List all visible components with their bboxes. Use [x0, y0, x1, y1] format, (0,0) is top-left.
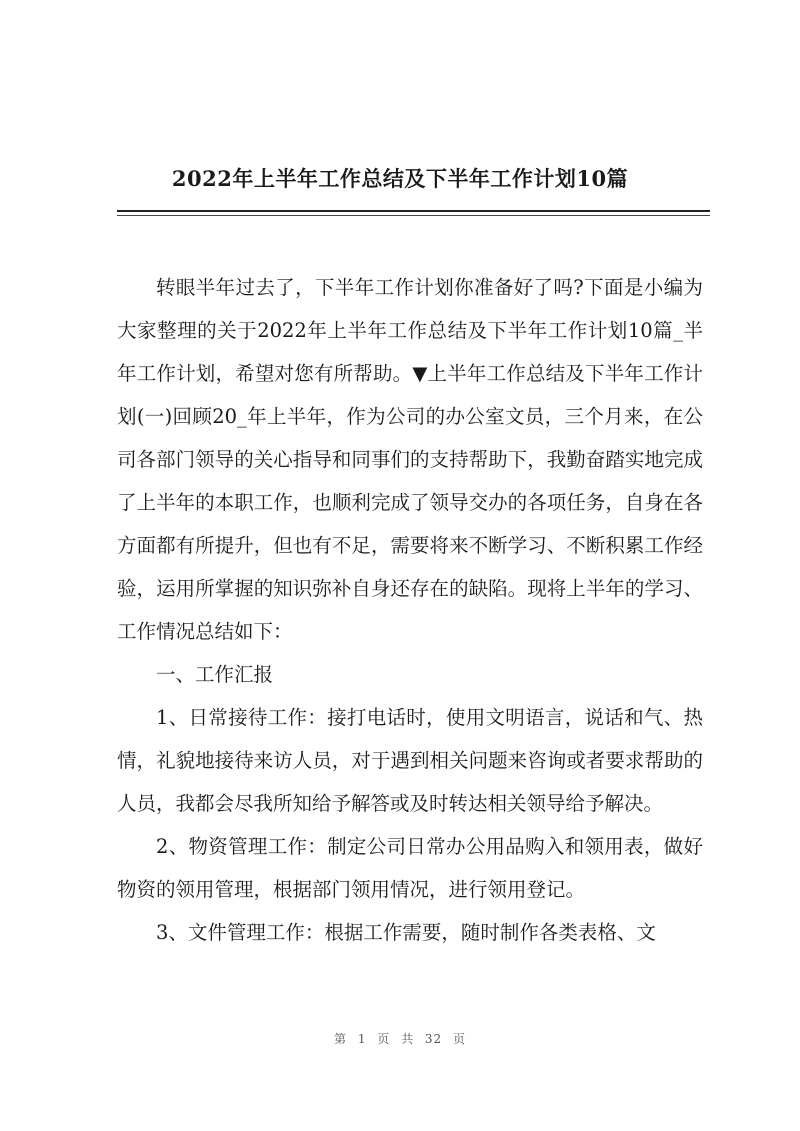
title-divider — [117, 210, 710, 212]
document-body — [117, 266, 703, 954]
paragraph-document-management: 3、文件管理工作：根据工作需要，随时制作各类表格、文 — [156, 921, 656, 944]
paragraph-reception-work: 1、日常接待工作：接打电话时，使用文明语言，说话和气、热情，礼貌地接待来访人员，对于遇到相关问题来咨询或者要求帮助的人员，我都会尽我所知给予解答或及时转达相关领导给予解决。 — [117, 706, 703, 815]
paragraph-intro: 转眼半年过去了，下半年工作计划你准备好了吗?下面是小编为大家整理的关于2022年上半年工作总结及下半年工作计划10篇_半年工作计划，希望对您有所帮助。▼上半年工作总结及下半年工作计划(一)回顾20_年上半年，作为公司的办公室文员，三个月来，在公司各部门领导的关心指导和同事们的支持帮助下，我勤奋踏实地完成了上半年的本职工作，也顺利完成了领导交办的各项任务，自身在各方面都有所提升，但也有不足，需要将来不断学习、不断积累工作经验，运用所掌握的知识弥补自身还存在的缺陷。现将上半年的学习、工作情况总结如下： — [117, 276, 703, 643]
document-title: 2022年上半年工作总结及下半年工作计划10篇 — [171, 166, 629, 191]
paragraph-materials-management: 2、物资管理工作：制定公司日常办公用品购入和领用表，做好物资的领用管理，根据部门领用情况，进行领用登记。 — [117, 835, 703, 901]
section-heading-work-report: 一、工作汇报 — [156, 663, 274, 686]
page-number-footer: 第 1 页 共 32 页 — [334, 1032, 466, 1046]
title-divider-thin — [117, 215, 710, 216]
